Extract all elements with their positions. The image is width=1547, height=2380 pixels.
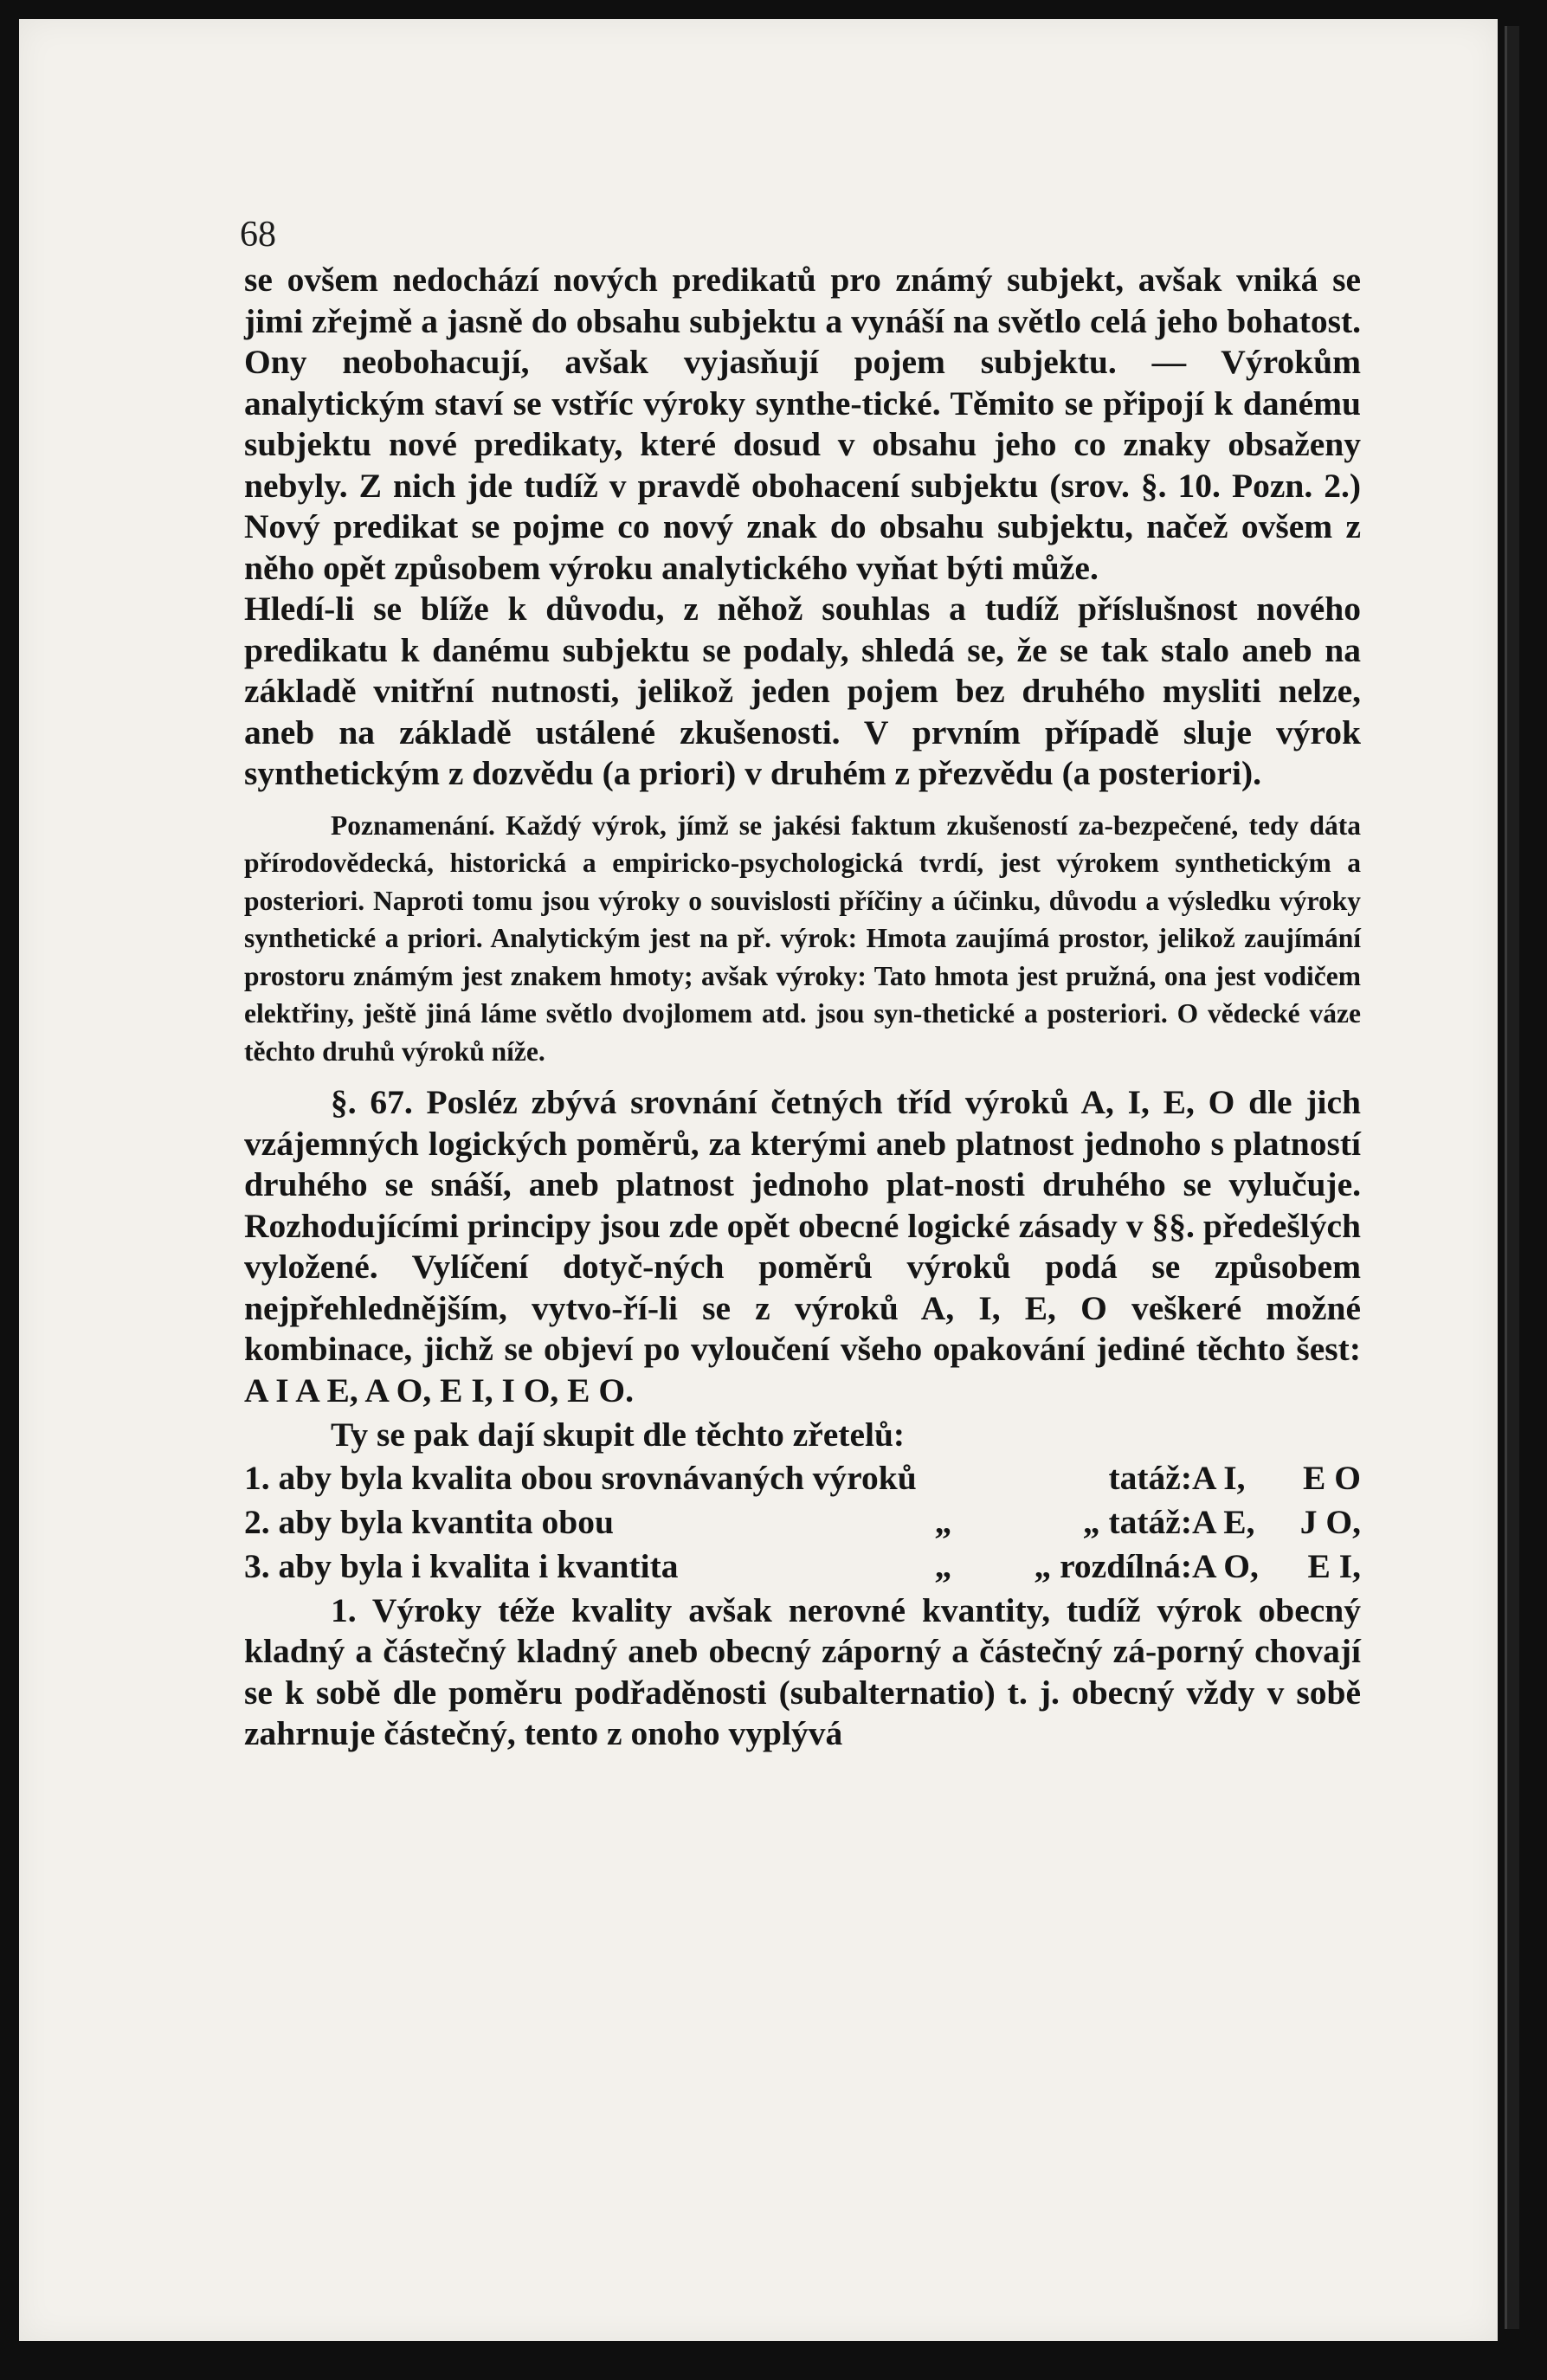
- table-row: [244, 1500, 1361, 1545]
- row-relation: „ rozdílná:: [1034, 1546, 1192, 1585]
- row-ditto: „: [934, 1502, 952, 1541]
- row-pair-1: A I,: [1192, 1458, 1246, 1497]
- page-number: 68: [240, 215, 276, 255]
- row-pair-2: J O,: [1299, 1502, 1361, 1541]
- row-relation: tatáž:: [1108, 1458, 1192, 1497]
- section-67-paragraph: §. 67. Posléz zbývá srovnání četných tříd výroků A, I, E, O dle jich vzájemných logických poměrů, za kterými aneb platnost jednoho s platností druhého se snáší, aneb platnost jednoho plat-nosti druhého se vylučuje. Rozhodujícími principy jsou zde opět obecné logické zásady v §§. předešlých vyložené. Vylíčení dotyč-ných poměrů výroků podá se způsobem nejpřehlednějším, vytvo-ří-li se z výroků A, I, E, O veškeré možné kombinace, jichž se objeví po vyloučení všeho opakování jediné těchto šest: A I A E, A O, E I, I O, E O.: [244, 1083, 1361, 1409]
- row-ditto: „: [934, 1546, 952, 1585]
- grouping-table: [244, 1456, 1361, 1589]
- row-criterion: 2. aby byla kvantita obou: [244, 1502, 614, 1541]
- row-relation: „ tatáž:: [1082, 1502, 1192, 1541]
- row-pair-1: A O,: [1192, 1546, 1259, 1585]
- grouping-intro: Ty se pak dají skupit dle těchto zřetelů:: [331, 1416, 906, 1454]
- row-pair-1: A E,: [1192, 1502, 1255, 1541]
- row-ditto: [867, 1456, 1019, 1500]
- row-pair-2: E O: [1303, 1458, 1361, 1497]
- row-pair-2: E I,: [1307, 1546, 1361, 1585]
- paragraph-synthetic-judgments: se ovšem nedochází nových predikatů pro známý subjekt, avšak vniká se jimi zřejmě a jasně do obsahu subjektu a vynáší na světlo celá jeho bohatost. Ony neobohacují, avšak vyjasňují pojem subjektu. — Výrokům analytickým staví se vstříc výroky synthe-tické. Těmito se připojí k danému subjektu nové predikaty, které dosud v obsahu jeho co znaky obsaženy nebyly. Z nich jde tudíž v pravdě obohacení subjektu (srov. §. 10. Pozn. 2.) Nový predikat se pojme co nový znak do obsahu subjektu, načež ovšem z něho opět způsobem výroku analytického vyňat býti může.: [244, 261, 1361, 587]
- subsection-1-paragraph: 1. Výroky téže kvality avšak nerovné kvantity, tudíž výrok obecný kladný a částečný kladný aneb obecný záporný a částečný zá-porný chovají se k sobě dle poměru podřaděnosti (subalternatio) t. j. obecný vždy v sobě zahrnuje částečný, tento z onoho vyplývá: [244, 1590, 1361, 1752]
- table-row: [244, 1456, 1361, 1500]
- book-spine-edge: [1505, 26, 1519, 2329]
- table-row: [244, 1545, 1361, 1589]
- note-poznamenani: Poznamenání. Každý výrok, jímž se jakési faktum zkušeností za-bezpečené, tedy dáta přírodovědecká, historická a empiricko-psychologická tvrdí, jest výrokem synthetickým a posteriori. Naproti tomu jsou výroky o souvislosti příčiny a účinku, důvodu a výsledku výroky synthetické a priori. Analytickým jest na př. výrok: Hmota zaujímá prostor, jelikož zaujímání prostoru známým jest znakem hmoty; avšak výroky: Tato hmota jest pružná, ona jest vodičem elektřiny, ještě jiná láme světlo dvojlomem atd. jsou syn-thetické a posteriori. O vědecké váze těchto druhů výroků níže.: [244, 809, 1361, 1067]
- row-criterion: 3. aby byla i kvalita i kvantita: [244, 1546, 679, 1585]
- row-criterion: 1. aby byla kvalita obou srovnávaných výroků: [244, 1458, 917, 1497]
- page-text: [244, 260, 1361, 1755]
- paragraph-a-priori-a-posteriori: Hledí-li se blíže k důvodu, z něhož souhlas a tudíž příslušnost nového predikatu k danému subjektu se podaly, shledá se, že se tak stalo aneb na základě vnitřní nutnosti, jelikož jeden pojem bez druhého mysliti nelze, aneb na základě ustálené zkušenosti. V prvním případě sluje výrok synthetickým z dozvědu (a priori) v druhém z přezvědu (a posteriori).: [244, 590, 1361, 792]
